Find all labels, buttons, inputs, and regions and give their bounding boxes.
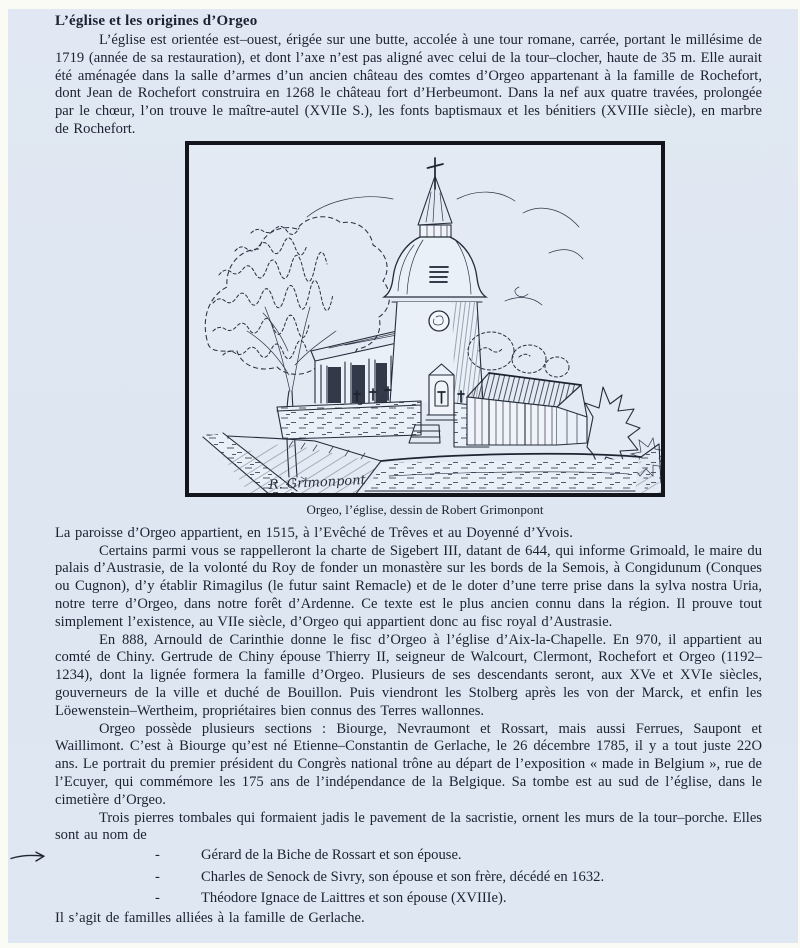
list-item-text: Charles de Senock de Sivry, son épouse et son frère, décédé en 1632. [201, 868, 605, 885]
shed-group [467, 373, 587, 445]
list-item-text: Théodore Ignace de Laittres et son épouse (XVIIIe). [201, 890, 507, 907]
list-item [55, 845, 762, 867]
artist-signature: R. Grimonpont [268, 472, 367, 493]
margin-arrow-icon [10, 849, 50, 864]
list-bullet: - [155, 890, 160, 907]
church-figure [185, 141, 665, 518]
tombstone-list [55, 845, 762, 910]
paragraph-pierres-tombales: Trois pierres tombales qui formaient jadis le pavement de la sacristie, ornent les murs de la tour–porche. Elles sont au nom de [55, 809, 762, 844]
intro-paragraph: L’église est orientée est–ouest, érigée sur une butte, accolée à une tour romane, carrée, portant le millésime de 1719 (année de sa restauration), et dont l’axe n’est pas aligné avec celui de la tour–clocher, haute de 35 m. Elle aurait été aménagée dans la salle d’armes d’un ancien château des comtes d’Orgeo appartenant à la famille de Rochefort, dont Jean de Rochefort construira en 1268 le château fort d’Herbeumont. Dans la nef aux quatre travées, prolongée par le chœur, l’on trouve le maître-autel (XVIIe S.), les fonts baptismaux et les bénitiers (XVIIIe siècle), en marbre de Rochefort. [55, 32, 762, 137]
paragraph-sections: Orgeo possède plusieurs sections : Biourge, Nevraumont et Rossart, mais aussi Ferrues, Saupont et Waillimont. C’est à Biourge qu’est né Etienne–Constantin de Gerlache, le 26 décembre 1785, il y a tout juste 22O ans. Le portrait du premier président du Congrès national trône au départ de l’exposition « made in Belgium », rue de l’Ecuyer, qui commémore les 175 ans de l’indépendance de la Belgique. Sa tombe est au sud de l’église, dans le cimetière d’Orgeo. [55, 720, 762, 808]
list-bullet: - [155, 868, 160, 885]
paragraph-paroisse: La paroisse d’Orgeo appartient, en 1515, à l’Evêché de Trêves et au Doyenné d’Yvois. [55, 524, 573, 541]
bell-tower-group [384, 158, 486, 403]
list-item [55, 888, 762, 910]
church-drawing-svg [189, 145, 661, 493]
background-trees-group [468, 332, 569, 377]
list-bullet: - [155, 847, 160, 864]
page-content [8, 9, 798, 927]
figure-frame [185, 141, 665, 497]
paper-sheet [8, 9, 798, 943]
page-title: L’église et les origines d’Orgeo [55, 13, 258, 29]
closing-line: Il s’agit de familles alliées à la famille de Gerlache. [55, 909, 365, 926]
paragraph-charte: Certains parmi vous se rappelleront la charte de Sigebert III, datant de 644, qui informe Grimoald, le maire du palais d’Austrasie, de la volonté du Roy de fonder un monastère sur les bords de la Semois, à Congidunum (Conques ou Cugnon), d’y établir Rimagilus (le futur saint Remacle) et de le doter d’une terre prise dans la sylva nostra Uria, notre terre d’Orgeo, dans notre forêt d’Ardenne. Ce texte est le plus ancien connu dans la région. Il prouve tout simplement l’existence, au VIIe siècle, d’Orgeo qui appartient donc au fisc royal d’Austrasie. [55, 542, 762, 630]
list-item-text: Gérard de la Biche de Rossart et son épouse. [201, 847, 462, 864]
paragraph-histoire: En 888, Arnould de Carinthie donne le fisc d’Orgeo à l’église d’Aix-la-Chapelle. En 970, il appartient au comté de Chiny. Gertrude de Chiny épouse Thierry II, seigneur de Walcourt, Clermont, Rochefort et Orgeo (1192–1234), dont la lignée formera la famille d’Orgeo. Plusieurs de ses descendants seront, aux XVe et XVIe siècles, gouverneurs de la ville et duché de Bouillon. Puis viendront les Stolberg après les von der Marck, et enfin les Löewenstein–Wertheim, propriétaires bien connus des Terres wallonnes. [55, 631, 762, 719]
list-item [55, 867, 762, 889]
nave-group [311, 331, 397, 403]
figure-caption: Orgeo, l’église, dessin de Robert Grimonpont [306, 501, 544, 517]
